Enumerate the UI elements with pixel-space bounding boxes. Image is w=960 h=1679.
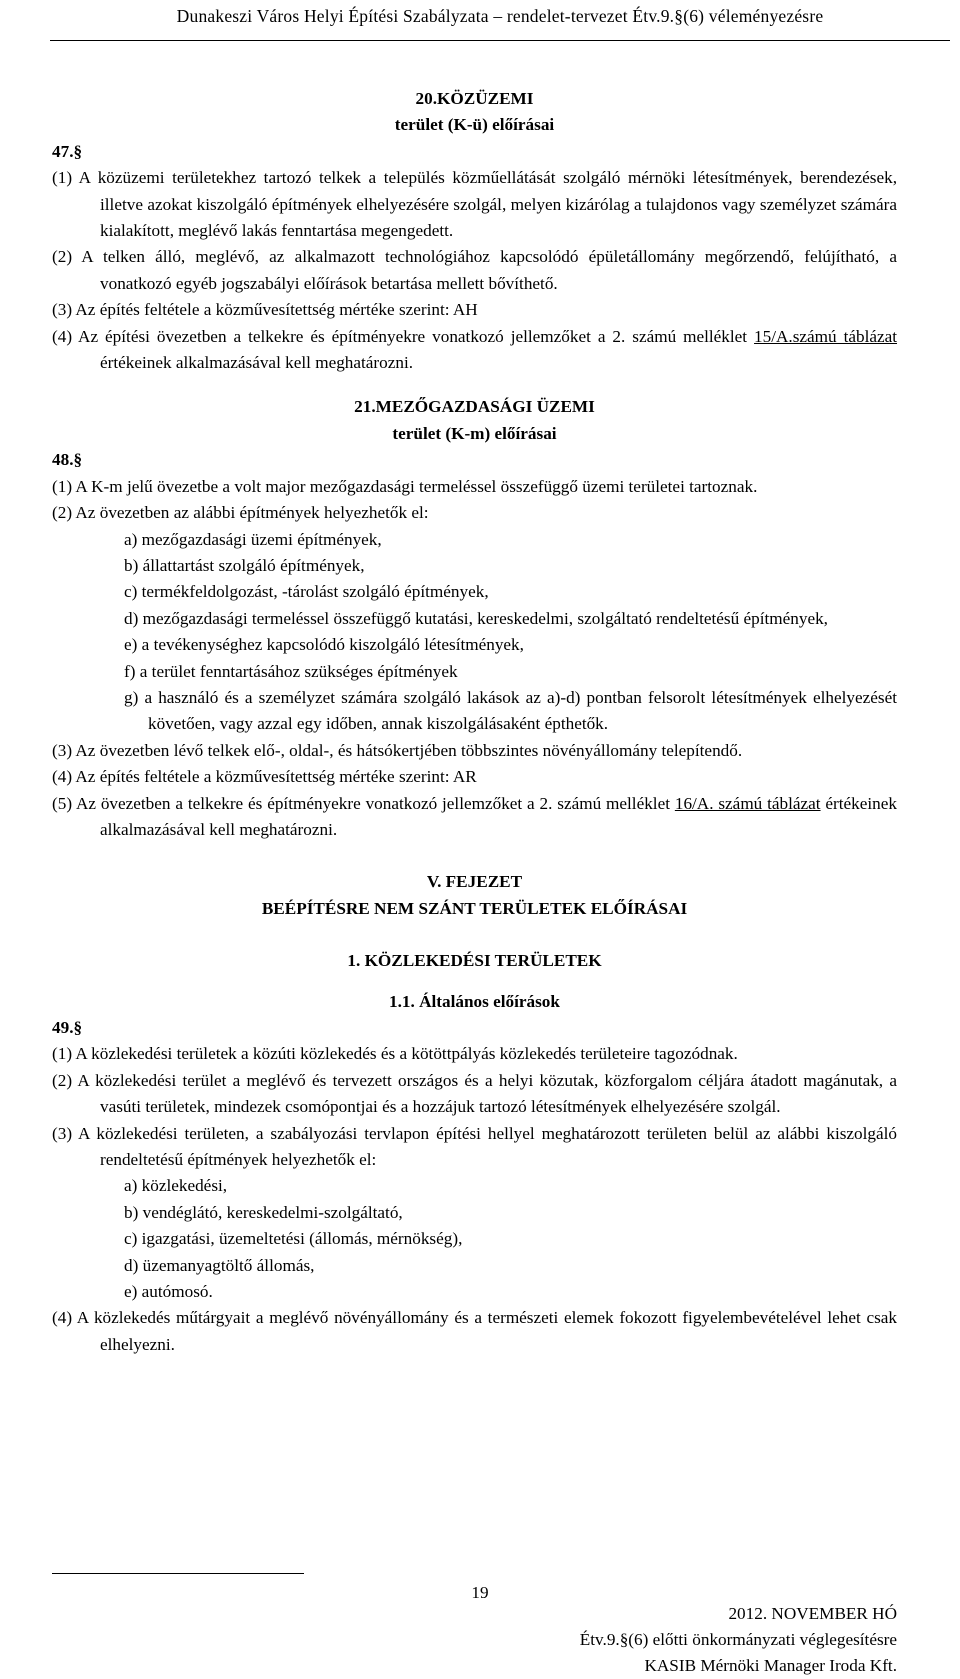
section-subtitle: terület (K-m) előírásai <box>392 423 557 443</box>
footer-divider <box>52 1573 304 1574</box>
clause: (2) Az övezetben az alábbi építmények helyezhetők el: <box>52 503 429 523</box>
page-number: 19 <box>471 1583 489 1602</box>
list-item: b) vendéglátó, kereskedelmi-szolgáltató, <box>124 1202 403 1222</box>
clause: (4) A közlekedés műtárgyait a meglévő növényállomány és a természeti elemek fokozott figyelembevételével lehet csak elhelyezni. <box>52 1308 897 1354</box>
clause: (3) Az övezetben lévő telkek elő-, oldal-, és hátsókertjében többszintes növényállomány telepítendő. <box>52 740 743 760</box>
document-body <box>52 86 897 1358</box>
footer-status: Étv.9.§(6) előtti önkormányzati véglegesítésre <box>579 1630 897 1649</box>
clause: (4) Az építés feltétele a közművesítettség mértéke szerint: AR <box>52 767 477 787</box>
list-item: b) állattartást szolgáló építmények, <box>124 555 365 575</box>
section-heading: 1. KÖZLEKEDÉSI TERÜLETEK <box>347 951 602 971</box>
list-item: c) igazgatási, üzemeltetési (állomás, mérnökség), <box>124 1229 463 1249</box>
clause-text: (4) Az építési övezetben a telkekre és építményekre vonatkozó jellemzőket a 2. számú melléklet <box>52 326 755 346</box>
paragraph-number: 48.§ <box>52 450 83 470</box>
clause: (1) A K-m jelű övezetbe a volt major mezőgazdasági termeléssel összefüggő üzemi területei tartoznak. <box>52 476 758 496</box>
clause-text: értékeinek alkalmazásával kell meghatározni. <box>100 793 897 839</box>
clause: (1) A közlekedési területek a közúti közlekedés és a kötöttpályás közlekedés területeire tagozódnak. <box>52 1044 738 1064</box>
list-item: a) mezőgazdasági üzemi építmények, <box>124 529 382 549</box>
page-header: Dunakeszi Város Helyi Építési Szabályzata – rendelet-tervezet Étv.9.§(6) véleményezésre <box>176 6 824 26</box>
clause <box>52 791 897 844</box>
footer-company: KASIB Mérnöki Manager Iroda Kft. <box>644 1656 897 1675</box>
subsection-heading: 1.1. Általános előírások <box>389 991 560 1011</box>
list-item: d) üzemanyagtöltő állomás, <box>124 1255 315 1275</box>
list-item: a) közlekedési, <box>124 1176 228 1196</box>
paragraph-number: 49.§ <box>52 1018 83 1037</box>
clause <box>52 324 897 377</box>
clause: (1) A közüzemi területekhez tartozó telkek a település közműellátását szolgáló mérnöki létesítmények, berendezések, illetve azokat kiszolgáló építmények elhelyezésére szolgál, melyen kizárólag a tulajdonos vagy személyzet számára kialakított, meglévő lakás fenntartása megengedett. <box>52 168 897 241</box>
header-divider <box>50 40 950 41</box>
chapter-title: V. FEJEZET <box>426 872 523 892</box>
page-footer <box>580 1601 897 1679</box>
section-subtitle: terület (K-ü) előírásai <box>394 115 555 135</box>
list-item: c) termékfeldolgozást, -tárolást szolgáló építmények, <box>124 582 489 602</box>
clause-text: (5) Az övezetben a telkekre és építményekre vonatkozó jellemzőket a 2. számú melléklet <box>52 793 675 813</box>
list-item: e) autómosó. <box>124 1282 213 1302</box>
list-item: f) a terület fenntartásához szükséges építmények <box>124 661 458 681</box>
clause: (2) A közlekedési terület a meglévő és tervezett országos és a helyi közutak, közforgalom céljára átadott magánutak, a vasúti területek, mindezek csomópontjai és a hozzájuk tartozó létesítmények elhelyezésére szolgál. <box>52 1070 897 1117</box>
table-reference-link[interactable]: 16/A. számú táblázat <box>674 793 821 813</box>
section-title: 21.MEZŐGAZDASÁGI ÜZEMI <box>354 397 595 417</box>
list-item: g) a használó és a személyzet számára szolgáló lakások az a)-d) pontban felsorolt létesítmények elhelyezését követően, vagy azzal egy időben, annak kiszolgálásaként épthetők. <box>124 687 897 734</box>
clause-text: értékeinek alkalmazásával kell meghatározni. <box>100 353 414 373</box>
paragraph-number: 47.§ <box>52 141 83 161</box>
table-reference-link[interactable]: 15/A.számú táblázat <box>754 326 898 346</box>
list-item: d) mezőgazdasági termeléssel összefüggő kutatási, kereskedelmi, szolgáltató rendeltetésű építmények, <box>124 608 828 628</box>
list-item: e) a tevékenységhez kapcsolódó kiszolgáló létesítmények, <box>124 635 524 655</box>
clause: (3) Az építés feltétele a közművesítettség mértéke szerint: AH <box>52 300 478 320</box>
clause: (2) A telken álló, meglévő, az alkalmazott technológiához kapcsolódó épületállomány megőrzendő, felújítható, a vonatkozó egyéb jogszabályi előírások betartása mellett bővíthető. <box>52 247 897 293</box>
clause: (3) A közlekedési területen, a szabályozási tervlapon építési hellyel meghatározott területen belül az alábbi kiszolgáló rendeltetésű építmények helyezhetők el: <box>52 1123 897 1170</box>
section-title: 20.KÖZÜZEMI <box>415 89 534 108</box>
chapter-subtitle: BEÉPÍTÉSRE NEM SZÁNT TERÜLETEK ELŐÍRÁSAI <box>261 898 688 918</box>
footer-date: 2012. NOVEMBER HÓ <box>728 1604 897 1623</box>
